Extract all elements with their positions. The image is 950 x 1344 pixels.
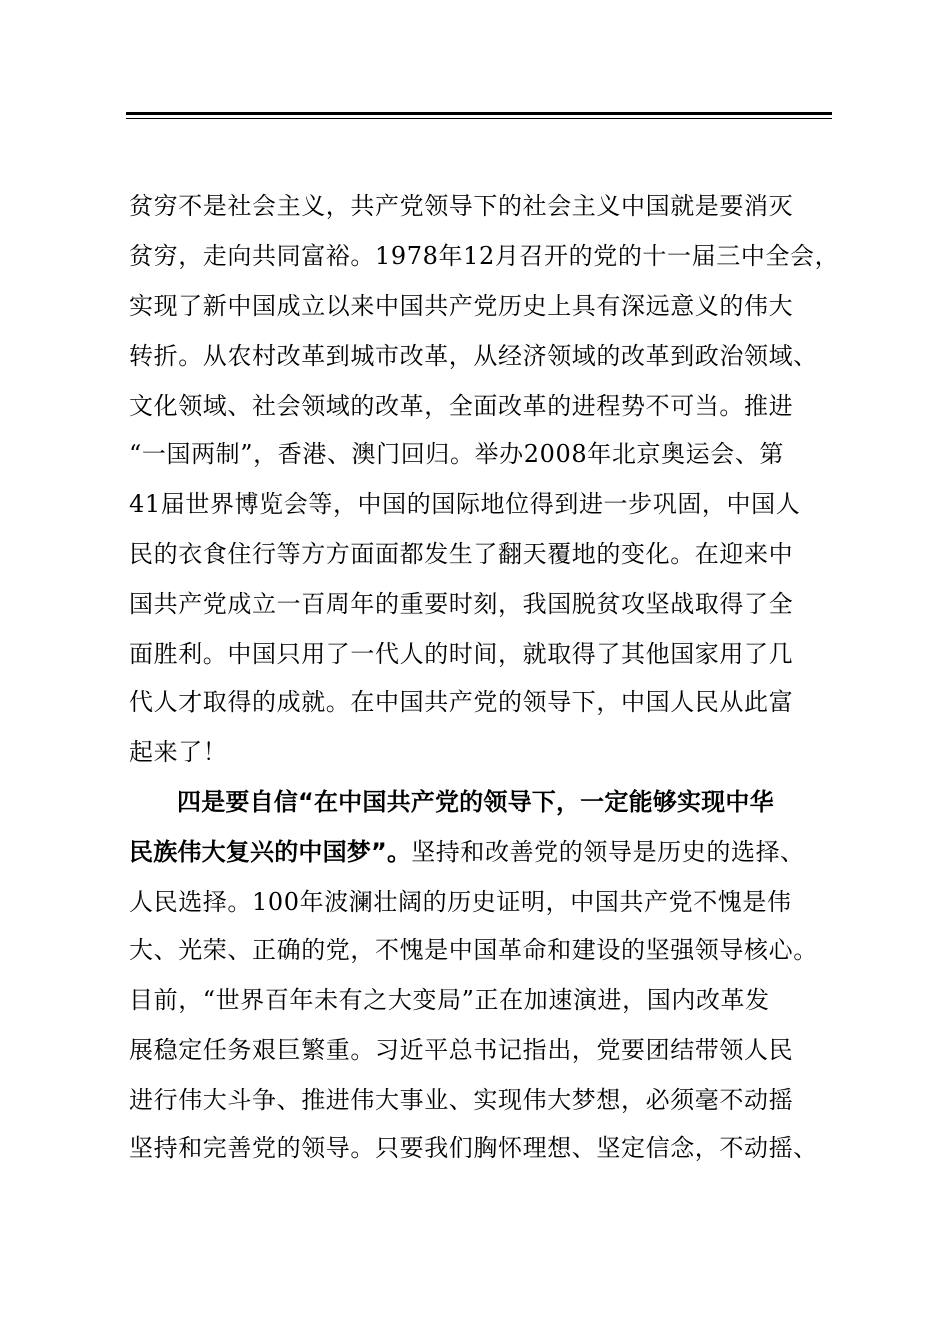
body-line: 人民选择。100年波澜壮阔的历史证明，中国共产党不愧是伟 [129,888,792,916]
section-heading-tail: 民族伟大复兴的中国梦”。 [129,838,412,866]
header-rule-thick [126,112,832,115]
body-line: 目前，“世界百年未有之大变局”正在加速演进，国内改革发 [129,986,770,1014]
body-line: 41届世界博览会等，中国的国际地位得到进一步巩固，中国人 [129,490,801,518]
body-line: 起来了！ [129,738,228,766]
body-line: 贫穷不是社会主义，共产党领导下的社会主义中国就是要消灭 [129,192,794,220]
section-heading-line: 四是要自信“在中国共产党的领导下，一定能够实现中华 [177,788,774,816]
body-line: 坚持和完善党的领导。只要我们胸怀理想、坚定信念，不动摇、 [129,1134,818,1162]
body-line: 民的衣食住行等方方面面都发生了翻天覆地的变化。在迎来中 [129,540,794,568]
section-heading-line-2 [129,832,835,872]
body-line: 国共产党成立一百周年的重要时刻，我国脱贫攻坚战取得了全 [129,590,794,618]
body-line: 转折。从农村改革到城市改革，从经济领域的改革到政治领域、 [129,342,818,370]
header-rule-thin [126,118,832,119]
body-line: 进行伟大斗争、推进伟大事业、实现伟大梦想，必须毫不动摇 [129,1086,794,1114]
body-line: 面胜利。中国只用了一代人的时间，就取得了其他国家用了几 [129,640,794,668]
body-line: 代人才取得的成就。在中国共产党的领导下，中国人民从此富 [129,688,794,716]
body-line: 大、光荣、正确的党，不愧是中国革命和建设的坚强领导核心。 [129,936,818,964]
body-line: 贫穷，走向共同富裕。1978年12月召开的党的十一届三中全会， [129,242,840,270]
body-line: 文化领域、社会领域的改革，全面改革的进程势不可当。推进 [129,392,794,420]
body-line: 实现了新中国成立以来中国共产党历史上具有深远意义的伟大 [129,292,794,320]
body-line: “一国两制”，香港、澳门回归。举办2008年北京奥运会、第 [129,440,785,468]
header-double-rule [126,112,832,120]
body-line: 展稳定任务艰巨繁重。习近平总书记指出，党要团结带领人民 [129,1036,794,1064]
body-text: 坚持和改善党的领导是历史的选择、 [411,838,805,866]
